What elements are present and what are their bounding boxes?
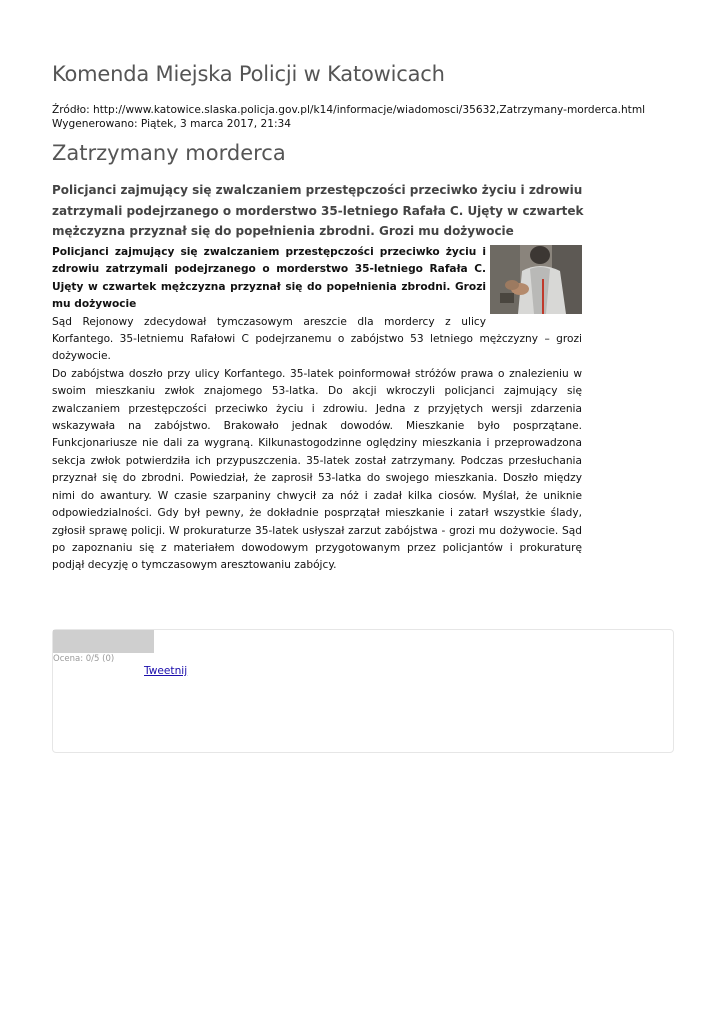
- article-body: [52, 244, 582, 575]
- article-paragraph-2: Do zabójstwa doszło przy ulicy Korfantego. 35-latek poinformował stróżów prawa o znalezieniu w swoim mieszkaniu zwłok znajomego 53-latka. Do akcji wkroczyli policjanci zajmujący się zwalczaniem przestępczości przeciwko życiu i zdrowiu. Jedna z przyjętych wersji zdarzenia wskazywała na zabójstwo. Brakowało jednak dowodów. Mieszkanie było posprzątane. Funkcjonariusze nie dali za wygraną. Kilkunastogodzinne oględziny mieszkania i przeprowadzona sekcja zwłok potwierdziła ich przypuszczenia. 35-latek został zatrzymany. Podczas przesłuchania przyznał się do zbrodni. Powiedział, że zaprosił 53-latka do swojego mieszkania. Doszło między nimi do awantury. W czasie szarpaniny chwycił za nóż i zadał kilka ciosów. Myślał, że uniknie odpowiedzialności. Gdy był pewny, że dokładnie posprzątał mieszkanie i zatarł wszystkie ślady, zgłosił sprawę policji. W prokuraturze 35-latek usłyszał zarzut zabójstwa - grozi mu dożywocie. Sąd po zapoznaniu się z materiałem dowodowym przygotowanym przez policjantów i prokuraturę podjął decyzję o tymczasowym aresztowaniu zabójcy.: [52, 367, 582, 572]
- article-title: Zatrzymany morderca: [52, 141, 286, 165]
- article-paragraph-1: Sąd Rejonowy zdecydował tymczasowym areszcie dla mordercy z ulicy Korfantego. 35-letniemu Rafałowi C podejrzanemu o zabójstwo 53 letniego mężczyzny – grozi dożywocie.: [52, 315, 582, 363]
- rating-text: Ocena: 0/5 (0): [53, 654, 115, 664]
- article-intro-strong: Policjanci zajmujący się zwalczaniem przestępczości przeciwko życiu i zdrowiu zatrzymali podejrzanego o morderstwo 35-letniego Rafała C. Ujęty w czwartek mężczyzna przyznał się do popełnienia zbrodni. Grozi mu dożywocie: [52, 246, 486, 311]
- site-title: Komenda Miejska Policji w Katowicach: [52, 62, 445, 86]
- source-line: Źródło: http://www.katowice.slaska.policja.gov.pl/k14/informacje/wiadomosci/35632,Zatrzymany-morderca.html: [52, 104, 646, 116]
- tweet-link[interactable]: Tweetnij: [144, 665, 188, 677]
- generated-line: Wygenerowano: Piątek, 3 marca 2017, 21:34: [52, 118, 292, 130]
- rating-panel: [52, 629, 674, 753]
- article-lead: Policjanci zajmujący się zwalczaniem przestępczości przeciwko życiu i zdrowiu zatrzymali podejrzanego o morderstwo 35-letniego Rafała C. Ujęty w czwartek mężczyzna przyznał się do popełnienia zbrodni. Grozi mu dożywocie: [52, 183, 584, 238]
- document-meta: [52, 103, 645, 131]
- rating-bar[interactable]: [53, 630, 154, 653]
- article-photo: [490, 245, 582, 314]
